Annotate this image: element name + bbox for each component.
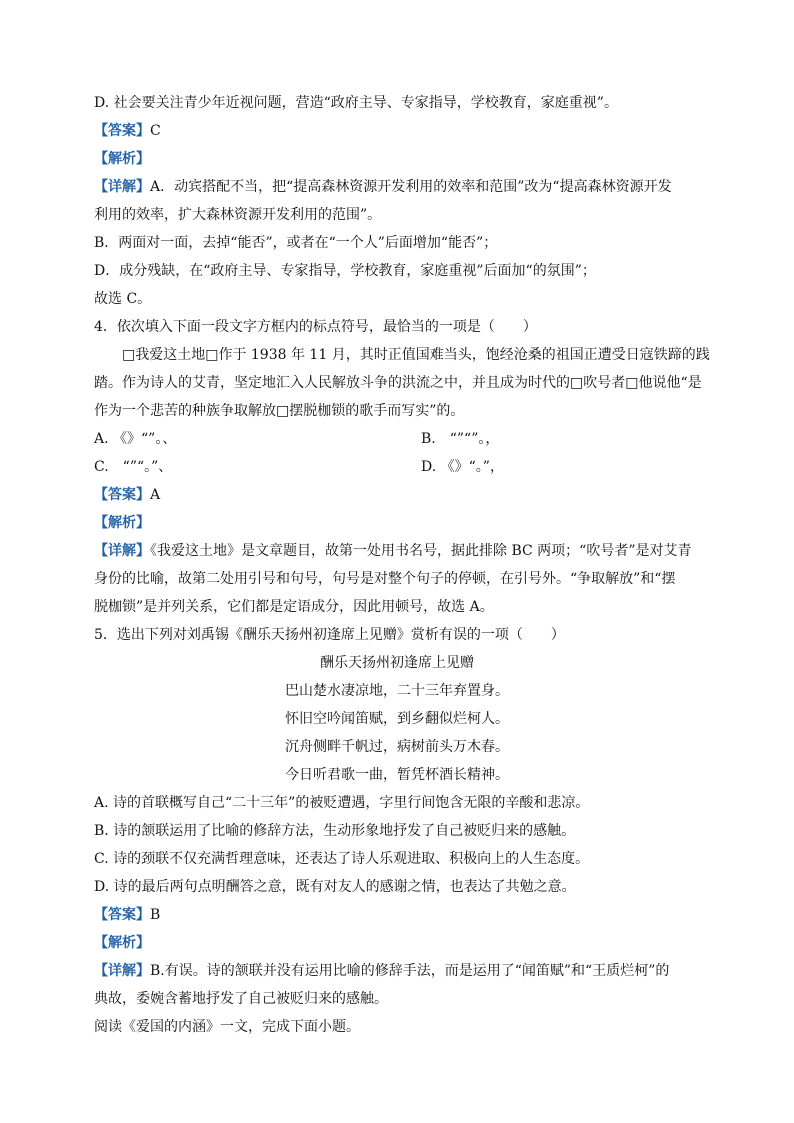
q4-passage-line: 作为一个悲苦的种族争取解放□摆脱枷锁的歌手而写实”的。 xyxy=(94,403,465,419)
q4-detail-row xyxy=(94,541,691,561)
reading-instruction: 阅读《爱国的内涵》一文，完成下面小题。 xyxy=(94,1019,360,1035)
q3-detail-line: A．动宾搭配不当，把“提高森林资源开发利用的效率和范围”改为“提高森林资源开发 xyxy=(150,179,672,195)
q4-answer: A xyxy=(150,487,161,503)
q4-option-c: C. “”“。”、 xyxy=(94,459,173,475)
q3-analysis-tag: 【解析】 xyxy=(94,151,150,167)
q3-detail-line: 故选 C。 xyxy=(94,291,152,307)
q3-answer: C xyxy=(150,123,161,139)
q5-option-b: B. 诗的颔联运用了比喻的修辞方法，生动形象地抒发了自己被贬归来的感触。 xyxy=(94,823,576,839)
answer-tag: 【答案】 xyxy=(94,487,150,503)
q3-detail-line: D．成分残缺，在“政府主导、专家指导，学校教育，家庭重视”后面加“的氛围”； xyxy=(94,263,596,279)
q5-poem-line: 沉舟侧畔千帆过，病树前头万木春。 xyxy=(285,739,509,755)
q4-detail-line: 《我爱这土地》是文章题目，故第一处用书名号，据此排除 BC 两项；“吹号者”是对艾青 xyxy=(150,543,692,559)
q5-poem-line: 今日听君歌一曲，暂凭杯酒长精神。 xyxy=(285,767,509,783)
answer-tag: 【答案】 xyxy=(94,123,150,139)
q5-detail-line: 典故，委婉含蓄地抒发了自己被贬归来的感触。 xyxy=(94,991,388,1007)
q5-detail-line: B.有误。诗的颔联并没有运用比喻的修辞手法，而是运用了“闻笛赋”和“王质烂柯”的 xyxy=(150,963,670,979)
q5-poem-title: 酬乐天扬州初逢席上见赠 xyxy=(320,655,474,671)
q5-question: 5．选出下列对刘禹锡《酬乐天扬州初逢席上见赠》赏析有误的一项（ ） xyxy=(94,627,565,643)
q3-detail-line: B．两面对一面，去掉“能否”，或者在“一个人”后面增加“能否”； xyxy=(94,235,498,251)
q5-option-a: A. 诗的首联概写自己“二十三年”的被贬遭遇，字里行间饱含无限的辛酸和悲凉。 xyxy=(94,795,590,811)
q5-option-c: C. 诗的颈联不仅充满哲理意味，还表达了诗人乐观进取、积极向上的人生态度。 xyxy=(94,851,590,867)
q5-poem-line: 巴山楚水凄凉地，二十三年弃置身。 xyxy=(285,683,509,699)
q3-answer-row xyxy=(94,121,161,141)
q4-option-d: D. 《》“。”， xyxy=(421,459,504,475)
q4-analysis-tag: 【解析】 xyxy=(94,515,150,531)
q4-answer-row xyxy=(94,485,160,505)
q4-option-b: B. “”“”。， xyxy=(421,431,500,447)
q5-poem-line: 怀旧空吟闻笛赋，到乡翻似烂柯人。 xyxy=(285,711,509,727)
q4-detail-line: 身份的比喻，故第二处用引号和句号，句号是对整个句子的停顿，在引号外。“争取解放”和“摆 xyxy=(94,571,676,587)
q5-answer-row xyxy=(94,905,160,925)
detail-tag: 【详解】 xyxy=(94,543,150,559)
q4-option-a: A. 《》“”。、 xyxy=(94,431,177,447)
answer-tag: 【答案】 xyxy=(94,907,150,923)
detail-tag: 【详解】 xyxy=(94,963,150,979)
q4-detail-line: 脱枷锁”是并列关系，它们都是定语成分，因此用顿号，故选 A。 xyxy=(94,599,494,615)
q5-answer: B xyxy=(150,907,161,923)
q3-option-d: D. 社会要关注青少年近视问题，营造“政府主导、专家指导，学校教育，家庭重视”。 xyxy=(94,95,618,111)
q4-passage-line: □我爱这土地□作于 1938 年 11 月，其时正值国难当头，饱经沧桑的祖国正遭受日寇铁蹄的践 xyxy=(122,347,710,363)
q5-detail-row xyxy=(94,961,669,981)
q4-passage-line: 踏。作为诗人的艾青，坚定地汇入人民解放斗争的洪流之中，并且成为时代的□吹号者□他说他“是 xyxy=(94,375,702,391)
q5-analysis-tag: 【解析】 xyxy=(94,935,150,951)
q5-option-d: D. 诗的最后两句点明酬答之意，既有对友人的感谢之情，也表达了共勉之意。 xyxy=(94,879,576,895)
q4-question: 4．依次填入下面一段文字方框内的标点符号，最恰当的一项是（ ） xyxy=(94,319,537,335)
q3-detail-row xyxy=(94,177,672,197)
q3-detail-line: 利用的效率，扩大森林资源开发利用的范围”。 xyxy=(94,207,382,223)
detail-tag: 【详解】 xyxy=(94,179,150,195)
